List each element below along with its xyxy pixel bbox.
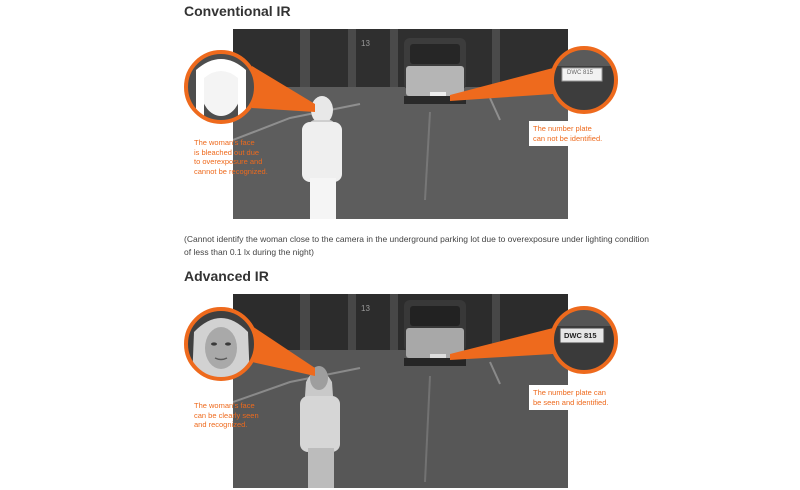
stall-number: 13 <box>361 39 370 48</box>
face-callout: The woman's face is bleached out due to overexposure and cannot be recognized. <box>194 138 268 176</box>
section-heading-advanced-ir: Advanced IR <box>184 268 269 284</box>
image-caption: (Cannot identify the woman close to the camera in the underground parking lot due to overexposure under lighting condition of less than 0.1 lx during the night) <box>184 234 649 257</box>
plate-text: DWC 815 <box>564 331 597 340</box>
plate-callout: The number plate can be seen and identified. <box>529 385 614 410</box>
conventional-ir-image <box>0 0 800 225</box>
plate-text: DWC 815 <box>567 70 594 76</box>
section-heading-conventional-ir: Conventional IR <box>184 3 291 19</box>
face-callout: The woman's face can be clearly seen and recognized. <box>194 401 259 429</box>
advanced-ir-image <box>0 292 800 490</box>
stall-number: 13 <box>361 304 370 313</box>
plate-callout: The number plate can not be identified. <box>529 121 608 146</box>
